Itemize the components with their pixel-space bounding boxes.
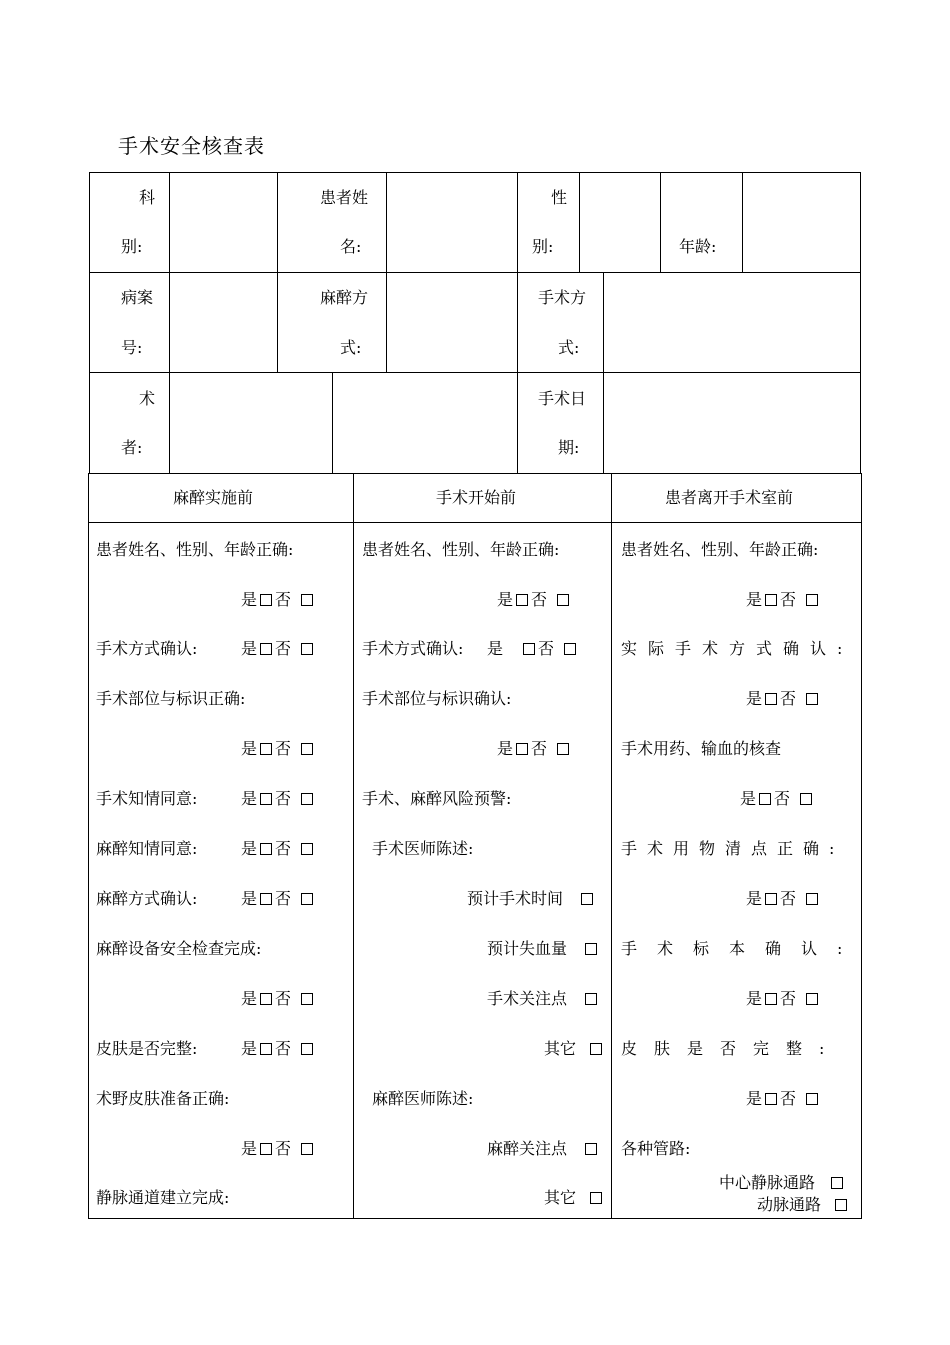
operation-method-label: 式: [558,338,580,357]
checkbox[interactable] [765,1093,777,1105]
checkbox[interactable] [301,893,313,905]
checkbox[interactable] [260,1143,272,1155]
column-header-before-anesthesia: 麻醉实施前 [173,488,254,507]
divider [603,272,604,474]
checkbox[interactable] [806,1093,818,1105]
checkbox[interactable] [301,1043,313,1055]
surgeon-label: 者: [121,438,143,457]
yes-no-choice: 是 否 [241,990,313,1008]
divider [386,172,387,372]
check-item: 皮肤是否完整: [96,1039,198,1058]
checkbox[interactable] [765,993,777,1005]
check-item: 麻醉设备安全检查完成: [96,939,262,958]
divider [169,172,170,474]
yes-no-choice: 是 否 [241,790,313,808]
check-item: 皮肤是否完整: [621,1039,842,1058]
operation-method-label: 手术方 [538,288,587,307]
checkbox[interactable] [806,993,818,1005]
checkbox[interactable] [831,1177,843,1189]
case-number-label: 号: [121,338,143,357]
checkbox[interactable] [765,693,777,705]
operation-date-label: 期: [558,438,580,457]
case-number-label: 病案 [121,288,154,307]
checkbox[interactable] [301,993,313,1005]
checkbox[interactable] [800,793,812,805]
checkbox[interactable] [806,693,818,705]
check-item: 实际手术方式确认: [621,639,854,658]
check-item: 麻醉医师陈述: [372,1089,474,1108]
checkbox[interactable] [260,793,272,805]
anesthesia-method-label: 式: [340,338,362,357]
checkbox[interactable] [585,943,597,955]
sex-label: 别: [532,237,554,256]
divider [89,372,861,373]
checkbox[interactable] [301,643,313,655]
divider [579,172,580,272]
checkbox[interactable] [835,1199,847,1211]
checkbox[interactable] [765,893,777,905]
anesthesia-method-label: 麻醉方 [320,288,369,307]
divider [742,172,743,272]
yes-no-choice: 是 否 [241,1040,313,1058]
check-item: 其它 [544,1189,602,1207]
check-item: 动脉通路 [757,1196,847,1214]
check-item: 手术用药、输血的核查 [621,739,782,758]
check-item: 手术部位与标识确认: [362,689,512,708]
page-title: 手术安全核查表 [118,134,265,158]
checkbox[interactable] [765,594,777,606]
yes-no-choice: 是 否 [740,790,812,808]
checkbox[interactable] [585,1143,597,1155]
check-item: 手术、麻醉风险预警: [362,789,512,808]
check-item: 各种管路: [621,1139,691,1158]
checkbox[interactable] [301,843,313,855]
divider [517,172,518,474]
checkbox[interactable] [585,993,597,1005]
checkbox[interactable] [557,743,569,755]
check-item: 麻醉知情同意: [96,839,198,858]
check-item: 手术用物清点正确: [621,839,845,858]
checkbox[interactable] [590,1043,602,1055]
check-item: 麻醉关注点 [487,1140,597,1158]
check-item: 术野皮肤准备正确: [96,1089,230,1108]
checkbox[interactable] [516,743,528,755]
header-table [89,172,861,474]
dept-label: 科 [139,188,156,207]
yes-no-choice: 是 否 [241,890,313,908]
check-item: 中心静脉通路 [719,1174,843,1192]
yes-no-choice: 是 否 [497,740,569,758]
yes-no-choice: 是 否 [241,840,313,858]
check-item: 其它 [544,1040,602,1058]
checkbox[interactable] [581,893,593,905]
checkbox[interactable] [806,594,818,606]
yes-no-choice: 是 否 [241,591,313,609]
yes-no-choice: 是 否 [746,990,818,1008]
divider [332,372,333,474]
yes-no-choice: 是 否 [241,1140,313,1158]
yes-no-choice: 是 否 [746,690,818,708]
checkbox[interactable] [260,1043,272,1055]
yes-no-choice: 是 否 [746,890,818,908]
check-item: 手术方式确认: [362,639,464,658]
dept-label: 别: [121,237,143,256]
operation-date-label: 手术日 [538,389,587,408]
age-label: 年龄: [679,237,717,256]
yes-no-choice: 是 否 [746,591,818,609]
checkbox[interactable] [301,1143,313,1155]
checkbox[interactable] [260,843,272,855]
patient-name-label: 患者姓 [320,188,369,207]
divider [611,473,612,1219]
yes-no-choice: 是 否 [746,1090,818,1108]
checkbox[interactable] [557,594,569,606]
checkbox[interactable] [301,743,313,755]
column-header-before-surgery: 手术开始前 [436,488,517,507]
check-item: 手术方式确认: [96,639,198,658]
divider [88,522,862,523]
checkbox[interactable] [590,1192,602,1204]
yes-no-choice: 是 否 [241,640,313,658]
yes-no-choice: 是 否 [497,591,569,609]
checkbox[interactable] [516,594,528,606]
checkbox[interactable] [260,993,272,1005]
divider [277,172,278,372]
checkbox[interactable] [260,643,272,655]
check-item: 麻醉方式确认: [96,889,198,908]
divider [89,272,861,273]
patient-name-label: 名: [340,237,362,256]
checkbox[interactable] [260,893,272,905]
check-item: 预计失血量 [487,940,597,958]
check-item: 手术部位与标识正确: [96,689,246,708]
check-item: 手术医师陈述: [372,839,474,858]
check-item: 患者姓名、性别、年龄正确: [96,540,294,559]
check-item: 手术标本确认: [621,939,863,958]
check-item: 静脉通道建立完成: [96,1188,230,1207]
check-item: 手术知情同意: [96,789,198,808]
checkbox[interactable] [260,743,272,755]
surgeon-label: 术 [139,389,156,408]
checkbox[interactable] [301,793,313,805]
check-item: 患者姓名、性别、年龄正确: [621,540,819,559]
checkbox[interactable] [260,594,272,606]
yes-no-choice: 是 否 [487,640,576,658]
check-item: 预计手术时间 [467,890,593,908]
check-item: 患者姓名、性别、年龄正确: [362,540,560,559]
checkbox[interactable] [523,643,535,655]
divider [660,172,661,272]
checkbox[interactable] [806,893,818,905]
column-header-before-leaving: 患者离开手术室前 [665,488,794,507]
checkbox[interactable] [564,643,576,655]
checkbox[interactable] [759,793,771,805]
sex-label: 性 [551,188,568,207]
yes-no-choice: 是 否 [241,740,313,758]
check-item: 手术关注点 [487,990,597,1008]
divider [353,473,354,1219]
checkbox[interactable] [301,594,313,606]
